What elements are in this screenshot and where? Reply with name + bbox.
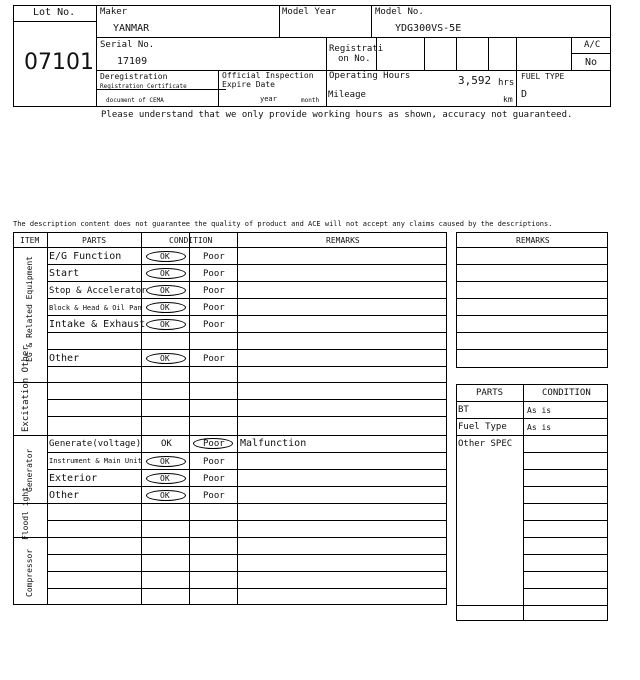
- side-remarks-header: REMARKS: [516, 236, 550, 245]
- col-remarks-header: REMARKS: [326, 236, 360, 245]
- mileage-label: Mileage: [328, 90, 366, 100]
- ok-option[interactable]: OK: [160, 457, 170, 466]
- hrs-unit: hrs: [498, 78, 515, 88]
- col-item-header: ITEM: [20, 236, 40, 245]
- side-part-label: BT: [458, 405, 469, 415]
- col-condition-header: CONDITION: [169, 236, 213, 245]
- poor-option[interactable]: Poor: [203, 252, 225, 262]
- ok-option[interactable]: OK: [160, 252, 170, 261]
- ac-label: A/C: [584, 40, 601, 50]
- operating-hours-value: 3,592: [458, 74, 492, 87]
- model-no-value: YDG300VS-5E: [395, 23, 462, 34]
- ok-option[interactable]: OK: [160, 354, 170, 363]
- serial-no-label: Serial No.: [100, 40, 155, 50]
- part-label: E/G Function: [49, 251, 122, 262]
- col-parts-header: PARTS: [82, 236, 107, 245]
- poor-option[interactable]: Poor: [203, 269, 225, 279]
- poor-option[interactable]: Poor: [203, 354, 225, 364]
- year-label: year: [260, 95, 277, 103]
- document-cema-label: document of CEMA: [106, 97, 164, 104]
- section-eg-label: EG & Related Equipment: [25, 256, 34, 362]
- part-label: Intake & Exhaust: [49, 319, 146, 330]
- official-inspection-label-1: Official Inspection: [222, 71, 314, 80]
- poor-option[interactable]: Poor: [203, 286, 225, 296]
- maker-value: YANMAR: [113, 23, 150, 34]
- poor-option[interactable]: Poor: [203, 303, 225, 313]
- official-inspection-label-2: Expire Date: [222, 80, 275, 89]
- part-label: Other: [49, 490, 80, 501]
- part-label: Generate(voltage): [49, 439, 142, 449]
- accuracy-note: Please understand that we only provide working hours as shown, accuracy not guaranteed.: [101, 110, 573, 120]
- lot-no-label: Lot No.: [33, 7, 76, 18]
- section-compressor-label: Compressor: [25, 548, 34, 597]
- part-label: Stop & Accelerator: [49, 286, 147, 296]
- ok-option[interactable]: OK: [160, 269, 170, 278]
- side-remarks-table: [456, 232, 608, 368]
- month-label: month: [301, 97, 320, 104]
- remark-value: Malfunction: [240, 438, 307, 449]
- side-part-label: Other SPEC: [458, 439, 513, 449]
- side-condition-value: As is: [527, 406, 552, 415]
- side-part-label: Fuel Type: [458, 422, 507, 432]
- side-condition-value: As is: [527, 423, 552, 432]
- maker-label: Maker: [100, 7, 128, 17]
- section-floodlight-label: Floodl ight: [21, 487, 30, 540]
- part-label: Other: [49, 353, 80, 364]
- lot-no-value: 07101: [24, 50, 94, 75]
- ac-value: No: [585, 57, 598, 68]
- registration-label-2: on No.: [338, 54, 371, 64]
- disclaimer: The description content does not guarantee the quality of product and ACE will not accept any claims caused by the descriptions.: [13, 220, 553, 228]
- poor-option[interactable]: Poor: [203, 439, 225, 449]
- side-condition-header: CONDITION: [542, 388, 591, 398]
- poor-option[interactable]: Poor: [203, 457, 225, 467]
- section-generator-label: Generator: [25, 448, 34, 492]
- poor-option[interactable]: Poor: [203, 491, 225, 501]
- ok-option[interactable]: OK: [160, 491, 170, 500]
- registration-label-1: Registrati: [329, 44, 384, 54]
- km-unit: km: [503, 95, 513, 104]
- ok-option[interactable]: OK: [160, 320, 170, 329]
- poor-option[interactable]: Poor: [203, 474, 225, 484]
- model-no-label: Model No.: [375, 7, 424, 17]
- serial-no-value: 17109: [117, 56, 148, 67]
- part-label: Instrument & Main Unit: [49, 457, 142, 465]
- model-year-label: Model Year: [282, 7, 337, 17]
- part-label: Exterior: [49, 473, 98, 484]
- ok-option[interactable]: OK: [161, 439, 172, 449]
- deregistration-label: Deregistration: [100, 72, 168, 81]
- ok-option[interactable]: OK: [160, 303, 170, 312]
- section-excitation-label: Excitation Other: [21, 345, 31, 432]
- operating-hours-label: Operating Hours: [329, 71, 411, 81]
- ok-option[interactable]: OK: [160, 286, 170, 295]
- fuel-type-value: D: [521, 89, 528, 100]
- poor-option[interactable]: Poor: [203, 320, 225, 330]
- part-label: Block & Head & Oil Pan: [49, 304, 142, 312]
- ok-option[interactable]: OK: [160, 474, 170, 483]
- side-parts-header: PARTS: [476, 388, 504, 398]
- registration-cert-label: Registration Certificate: [100, 83, 187, 90]
- part-label: Start: [49, 268, 80, 279]
- fuel-type-label: FUEL TYPE: [521, 72, 565, 81]
